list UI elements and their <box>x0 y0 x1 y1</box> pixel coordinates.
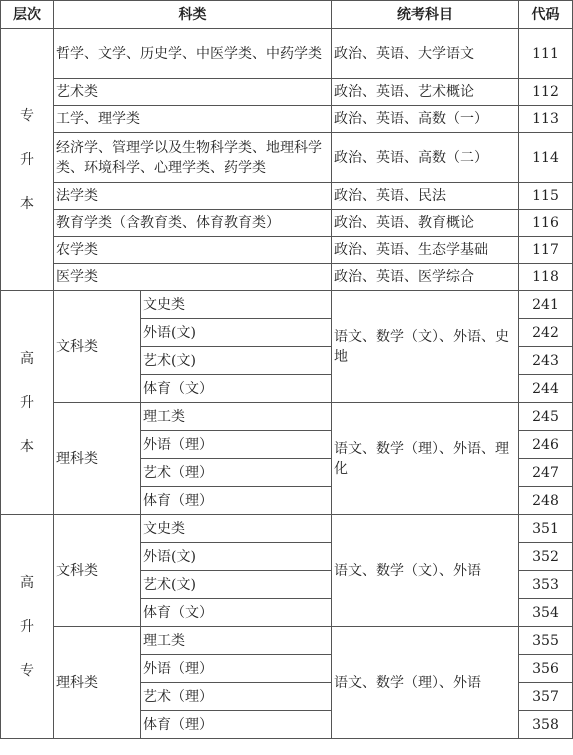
level-gaoshengzhuan: 高 升 专 <box>1 515 54 739</box>
code-cell: 243 <box>519 347 573 375</box>
table-row <box>1 264 573 291</box>
subject-cell: 教育学类（含教育类、体育教育类） <box>54 210 332 237</box>
category-cell: 理科类 <box>54 627 141 739</box>
subject-cell: 农学类 <box>54 237 332 264</box>
code-cell: 118 <box>519 264 573 291</box>
table-row <box>1 183 573 210</box>
header-row <box>1 1 573 29</box>
code-cell: 111 <box>519 29 573 79</box>
header-exam: 统考科目 <box>332 1 519 29</box>
code-cell: 357 <box>519 683 573 711</box>
header-code: 代码 <box>519 1 573 29</box>
table-row <box>1 29 573 79</box>
exam-cell: 语文、数学（文）、外语、史地 <box>332 291 519 403</box>
code-cell: 356 <box>519 655 573 683</box>
subcategory-cell: 艺术（理） <box>141 459 332 487</box>
category-cell: 文科类 <box>54 291 141 403</box>
subcategory-cell: 文史类 <box>141 291 332 319</box>
category-cell: 理科类 <box>54 403 141 515</box>
code-cell: 355 <box>519 627 573 655</box>
table-row <box>1 627 573 655</box>
exam-cell: 语文、数学（理）、外语、理化 <box>332 403 519 515</box>
code-cell: 244 <box>519 375 573 403</box>
exam-cell: 政治、英语、艺术概论 <box>332 79 519 106</box>
exam-cell: 政治、英语、生态学基础 <box>332 237 519 264</box>
header-level: 层次 <box>1 1 54 29</box>
subject-cell: 哲学、文学、历史学、中医学类、中药学类 <box>54 29 332 79</box>
level-zhuanshengben: 专 升 本 <box>1 29 54 291</box>
subcategory-cell: 理工类 <box>141 627 332 655</box>
subcategory-cell: 体育（理） <box>141 711 332 739</box>
table-row <box>1 237 573 264</box>
subcategory-cell: 体育（文） <box>141 599 332 627</box>
subcategory-cell: 外语（理） <box>141 431 332 459</box>
subject-cell: 医学类 <box>54 264 332 291</box>
code-cell: 242 <box>519 319 573 347</box>
subject-cell: 艺术类 <box>54 79 332 106</box>
exam-cell: 政治、英语、医学综合 <box>332 264 519 291</box>
code-cell: 248 <box>519 487 573 515</box>
code-cell: 353 <box>519 571 573 599</box>
subcategory-cell: 体育（文） <box>141 375 332 403</box>
table-row <box>1 79 573 106</box>
code-cell: 114 <box>519 133 573 183</box>
code-cell: 245 <box>519 403 573 431</box>
category-cell: 文科类 <box>54 515 141 627</box>
table-row <box>1 106 573 133</box>
code-cell: 115 <box>519 183 573 210</box>
table-row <box>1 133 573 183</box>
table-row <box>1 403 573 431</box>
subject-cell: 工学、理学类 <box>54 106 332 133</box>
header-subject: 科类 <box>54 1 332 29</box>
subcategory-cell: 艺术（理） <box>141 683 332 711</box>
code-cell: 247 <box>519 459 573 487</box>
subcategory-cell: 体育（理） <box>141 487 332 515</box>
subcategory-cell: 外语(文) <box>141 319 332 347</box>
exam-cell: 政治、英语、大学语文 <box>332 29 519 79</box>
subject-cell: 经济学、管理学以及生物科学类、地理科学类、环境科学、心理学类、药学类 <box>54 133 332 183</box>
subcategory-cell: 艺术(文) <box>141 347 332 375</box>
code-cell: 112 <box>519 79 573 106</box>
code-cell: 354 <box>519 599 573 627</box>
table-row <box>1 210 573 237</box>
table-row <box>1 515 573 543</box>
exam-cell: 语文、数学（理）、外语 <box>332 627 519 739</box>
code-cell: 246 <box>519 431 573 459</box>
code-cell: 241 <box>519 291 573 319</box>
exam-cell: 政治、英语、高数（二） <box>332 133 519 183</box>
code-cell: 352 <box>519 543 573 571</box>
exam-cell: 政治、英语、教育概论 <box>332 210 519 237</box>
code-cell: 117 <box>519 237 573 264</box>
subject-cell: 法学类 <box>54 183 332 210</box>
exam-cell: 政治、英语、高数（一） <box>332 106 519 133</box>
subcategory-cell: 理工类 <box>141 403 332 431</box>
exam-cell: 政治、英语、民法 <box>332 183 519 210</box>
table-row <box>1 291 573 319</box>
code-cell: 113 <box>519 106 573 133</box>
subcategory-cell: 文史类 <box>141 515 332 543</box>
code-cell: 358 <box>519 711 573 739</box>
code-cell: 116 <box>519 210 573 237</box>
level-gaoshengben: 高 升 本 <box>1 291 54 515</box>
subcategory-cell: 外语（理） <box>141 655 332 683</box>
subcategory-cell: 艺术(文) <box>141 571 332 599</box>
subcategory-cell: 外语(文) <box>141 543 332 571</box>
code-cell: 351 <box>519 515 573 543</box>
exam-cell: 语文、数学（文）、外语 <box>332 515 519 627</box>
